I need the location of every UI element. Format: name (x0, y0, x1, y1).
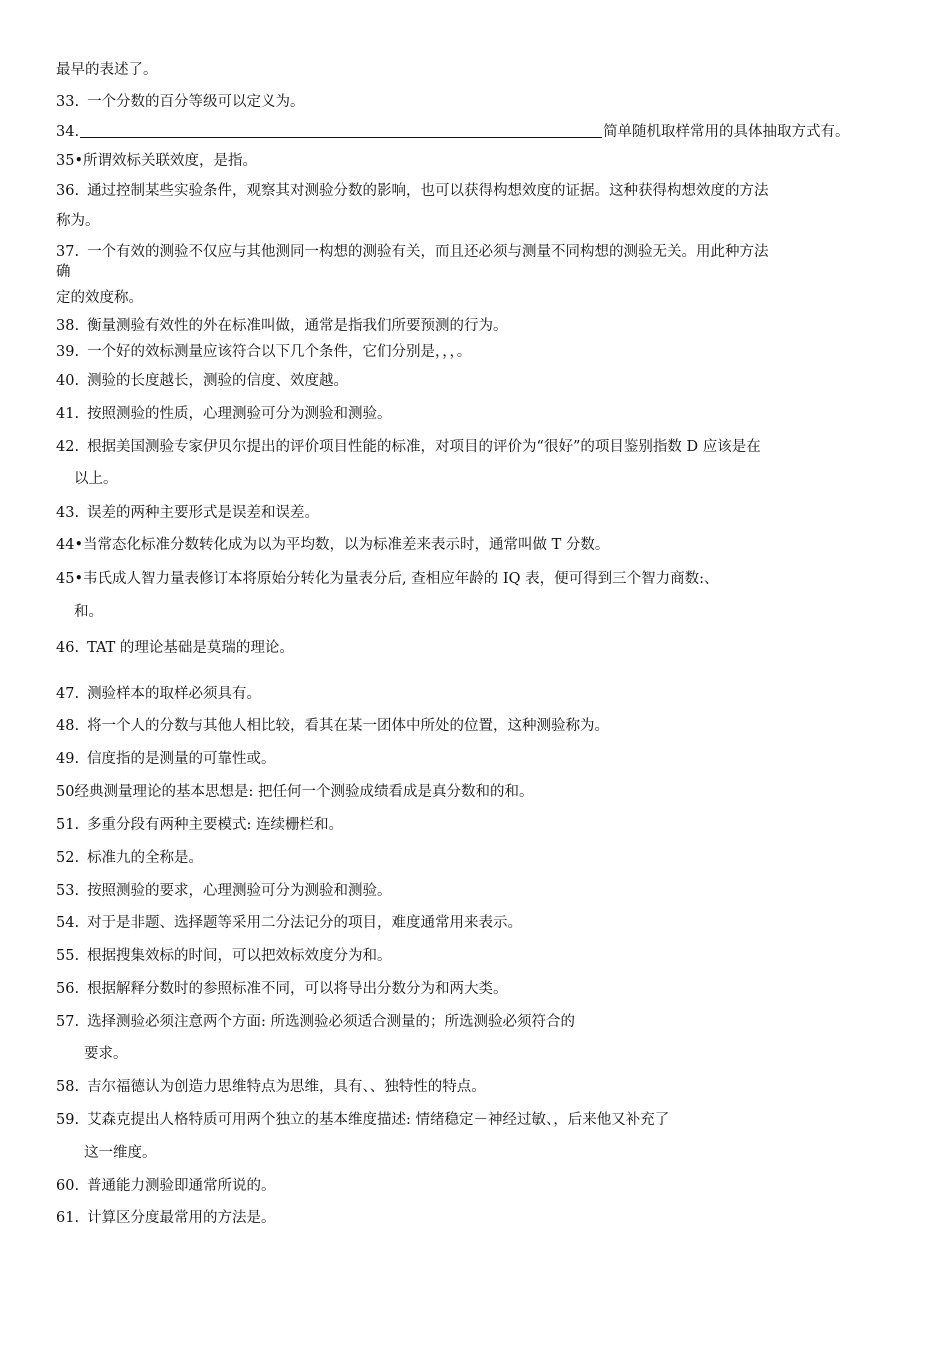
question-49 (56, 749, 910, 769)
question-55 (56, 946, 910, 966)
question-text: 计算区分度最常用的方法是。 (87, 1210, 276, 1226)
question-text: 将一个人的分数与其他人相比较，看其在某一团体中所处的位置，这种测验称为。 (87, 718, 610, 734)
question-text: 经典测量理论的基本思想是: 把任何一个测验成绩看成是真分数和的和。 (74, 784, 534, 800)
question-57-continued: 要求。 (84, 1046, 128, 1062)
question-text: 通过控制某些实验条件，观察其对测验分数的影响，也可以获得构想效度的证据。这种获得构想效度的方法 (87, 183, 769, 199)
question-number: 58. (56, 1079, 80, 1095)
question-44 (56, 535, 910, 555)
question-43 (56, 503, 910, 523)
question-37-continued: 定的效度称。 (56, 290, 143, 306)
question-59-continued: 这一维度。 (84, 1145, 157, 1161)
question-61 (56, 1208, 910, 1228)
question-60 (56, 1176, 910, 1196)
question-54 (56, 913, 910, 933)
question-number: 44• (56, 537, 84, 553)
question-text: 选择测验必须注意两个方面: 所选测验必须适合测量的；所选测验必须符合的 (87, 1014, 576, 1030)
question-number: 43. (56, 505, 80, 521)
question-number: 37. (56, 244, 80, 260)
question-number: 41. (56, 406, 80, 422)
question-number: 60. (56, 1178, 80, 1194)
question-text: TAT 的理论基础是莫瑞的理论。 (87, 640, 294, 656)
question-51 (56, 815, 910, 835)
question-42 (56, 437, 910, 457)
question-58 (56, 1077, 910, 1097)
question-number: 53. (56, 883, 80, 899)
question-46 (56, 638, 910, 658)
question-text: 根据搜集效标的时间，可以把效标效度分为和。 (87, 948, 392, 964)
question-37-continued: 确 (56, 264, 71, 280)
question-number: 39. (56, 344, 80, 360)
question-50 (56, 782, 910, 802)
text-line: 最早的表述了。 (56, 62, 158, 78)
question-number: 36. (56, 183, 80, 199)
question-number: 33. (56, 94, 80, 110)
question-36-continued: 称为。 (56, 213, 100, 229)
question-number: 52. (56, 850, 80, 866)
question-number: 56. (56, 981, 80, 997)
question-36 (56, 181, 910, 201)
question-number: 61. (56, 1210, 80, 1226)
question-47 (56, 684, 910, 704)
question-number: 54. (56, 915, 80, 931)
question-text: 普通能力测验即通常所说的。 (87, 1178, 276, 1194)
question-number: 57. (56, 1014, 80, 1030)
question-text: 一个分数的百分等级可以定义为。 (87, 94, 305, 110)
question-text: 测验的长度越长，测验的信度、效度越。 (87, 373, 349, 389)
question-number: 35• (56, 153, 84, 169)
question-38 (56, 316, 910, 336)
question-text: 信度指的是测量的可靠性或。 (87, 751, 276, 767)
question-text: 吉尔福德认为创造力思维特点为思维，具有、、独特性的特点。 (87, 1079, 486, 1095)
question-45-continued: 和。 (74, 604, 103, 620)
question-41 (56, 404, 910, 424)
question-text: 当常态化标准分数转化成为以为平均数，以为标准差来表示时，通常叫做 T 分数。 (83, 537, 610, 553)
question-33 (56, 92, 910, 112)
answer-blank (80, 123, 602, 138)
question-number: 38. (56, 318, 80, 334)
question-35 (56, 151, 910, 171)
question-text: 一个好的效标测量应该符合以下几个条件，它们分别是，，，。 (87, 344, 472, 360)
question-number: 49. (56, 751, 80, 767)
question-number: 59. (56, 1112, 80, 1128)
question-text: 一个有效的测验不仅应与其他测同一构想的测验有关，而且还必须与测量不同构想的测验无关。用此种方法 (87, 244, 769, 260)
question-number: 40. (56, 373, 80, 389)
question-number: 48. (56, 718, 80, 734)
question-number: 55. (56, 948, 80, 964)
question-text: 标准九的全称是。 (87, 850, 204, 866)
question-text: 艾森克提出人格特质可用两个独立的基本维度描述: 情绪稳定－神经过敏、，后来他又补充了 (87, 1112, 670, 1128)
question-45 (56, 569, 910, 589)
question-34 (56, 122, 910, 142)
question-52 (56, 848, 910, 868)
question-37 (56, 242, 910, 262)
question-text: 韦氏成人智力量表修订本将原始分转化为量表分后, 查相应年龄的 IQ 表，便可得到三个智力商数:、 (83, 571, 719, 587)
question-text: 多重分段有两种主要模式: 连续栅栏和。 (87, 817, 344, 833)
question-text: 误差的两种主要形式是误差和误差。 (87, 505, 320, 521)
question-59 (56, 1110, 910, 1130)
question-text: 根据解释分数时的参照标准不同，可以将导出分数分为和两大类。 (87, 981, 508, 997)
question-text: 对于是非题、选择题等采用二分法记分的项目，难度通常用来表示。 (87, 915, 523, 931)
question-40 (56, 371, 910, 391)
question-text: 衡量测验有效性的外在标准叫做，通常是指我们所要预测的行为。 (87, 318, 508, 334)
question-number: 42. (56, 439, 80, 455)
question-text: 根据美国测验专家伊贝尔提出的评价项目性能的标准，对项目的评价为“很好”的项目鉴别指数 D 应该是在 (87, 439, 761, 455)
question-53 (56, 881, 910, 901)
question-number: 34. (56, 124, 80, 140)
question-number: 47. (56, 686, 80, 702)
question-number: 46. (56, 640, 80, 656)
question-text: 按照测验的要求，心理测验可分为测验和测验。 (87, 883, 392, 899)
question-number: 45• (56, 571, 84, 587)
question-text: 简单随机取样常用的具体抽取方式有。 (603, 124, 850, 140)
question-56 (56, 979, 910, 999)
question-39 (56, 342, 910, 362)
question-42-continued: 以上。 (74, 471, 118, 487)
question-number: 50 (56, 784, 75, 800)
question-57 (56, 1012, 910, 1032)
question-text: 所谓效标关联效度，是指。 (83, 153, 258, 169)
question-number: 51. (56, 817, 80, 833)
question-text: 测验样本的取样必须具有。 (87, 686, 262, 702)
question-text: 按照测验的性质，心理测验可分为测验和测验。 (87, 406, 392, 422)
question-48 (56, 716, 910, 736)
